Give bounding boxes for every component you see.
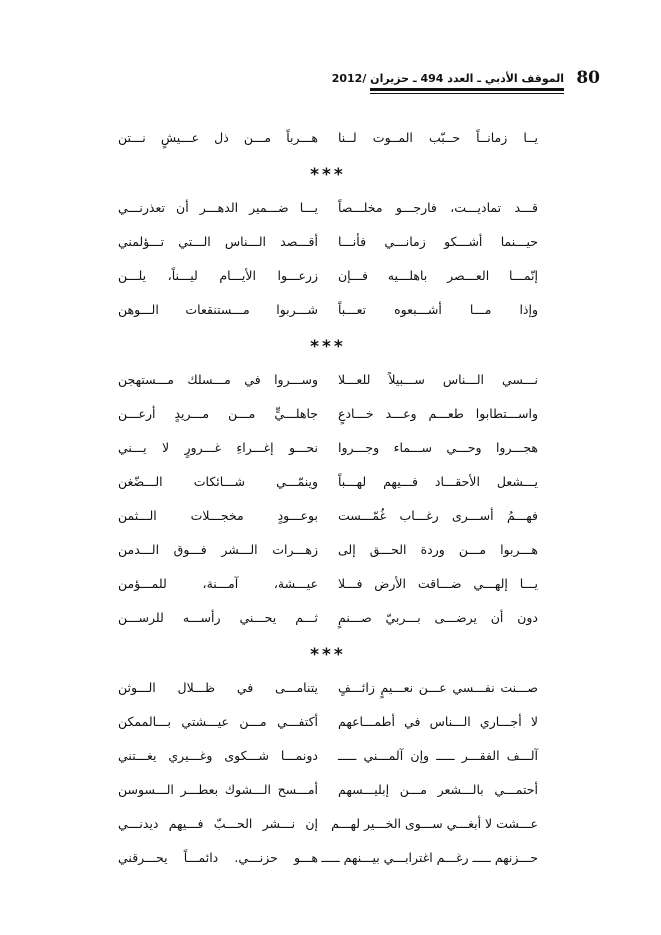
verse-line: [118, 196, 538, 230]
verse-first-hemistich: هجـــروا وحـــي ســـماء وجـــروا: [338, 440, 538, 455]
verse-line: [118, 298, 538, 332]
verse-line: [118, 368, 538, 402]
verse-line: [118, 402, 538, 436]
verse-line: [118, 846, 538, 880]
verse-second-hemistich: وســـروا في مـــسلك مـــستهجن: [118, 372, 318, 387]
verse-line: [118, 676, 538, 710]
verse-first-hemistich: واســـتطابوا طعـــم وعـــد خـــادعٍ: [338, 406, 538, 421]
verse-first-hemistich: حـــزنهم ـــــ رغـــم اغترابـــي بيـــنهم ـــــ: [321, 850, 538, 865]
verse-second-hemistich: وينمّـــي شـــائكات الـــضّغن: [118, 474, 318, 489]
verse-first-hemistich: آلـــف الفقـــر ـــــ وإن آلمـــني ـــــ: [338, 748, 538, 763]
verse-line: [118, 744, 538, 778]
verse-second-hemistich: إن نـــشر الحـــبّ فـــيهم ديدنـــي: [118, 816, 318, 831]
verse-first-hemistich: يـــا إلهـــي ضـــاقت الأرض فـــلا: [338, 576, 538, 591]
verse-first-hemistich: عـــشت لا أبغـــي ســـوى الخـــير لهـــم: [331, 816, 538, 831]
verse-first-hemistich: صـــنت نفـــسي عـــن نعـــيمٍ زائـــفٍ: [338, 680, 538, 695]
verse-first-hemistich: يــا زمانــاً حــبّب المــوت لــنا: [338, 130, 538, 145]
verse-line: [118, 264, 538, 298]
verse-line: [118, 812, 538, 846]
verse-first-hemistich: حيـــنما أشـــكو زمانـــي فأنـــا: [338, 234, 538, 249]
verse-line: [118, 778, 538, 812]
verse-second-hemistich: يتنامـــى في ظـــلال الـــوثن: [118, 680, 318, 695]
verse-line: [118, 436, 538, 470]
verse-second-hemistich: شـــربوا مـــستنقعات الـــوهن: [118, 302, 318, 317]
page-header: [331, 68, 600, 92]
stanza-separator: ***: [310, 645, 346, 665]
verse-first-hemistich: نـــسي الـــناس ســـبيلاً للعـــلا: [338, 372, 538, 387]
verse-line: [118, 126, 538, 160]
verse-second-hemistich: دونمـــا شـــكوى وغـــيري يغـــتني: [118, 748, 318, 763]
running-title: الموقف الأدبي ـ العدد 494 ـ حزيران /2012: [331, 72, 564, 85]
verse-second-hemistich: أكتفـــي مـــن عيـــشتي بـــالممكن: [118, 714, 318, 729]
verse-second-hemistich: بوعـــودٍ مخجـــلات الـــثمن: [118, 508, 318, 523]
verse-first-hemistich: وإذا مـــا أشـــبعوه تعـــباً: [338, 302, 538, 317]
verse-second-hemistich: أقـــصد الـــناس الـــتي تـــؤلمني: [118, 234, 318, 249]
poem: [118, 126, 538, 880]
stanza-separator: ***: [310, 165, 346, 185]
verse-second-hemistich: هـــو حزنـــي. دائمـــاً يحـــرقني: [118, 850, 318, 865]
verse-line: [118, 230, 538, 264]
page-number: 80: [576, 68, 600, 88]
verse-second-hemistich: يـــا ضـــمير الدهـــر أن تعذرنـــي: [118, 200, 318, 215]
verse-second-hemistich: ثـــم يحـــني رأســـه للرســـن: [118, 610, 318, 625]
verse-second-hemistich: هـــرباً مـــن ذل عـــيشٍ نـــتن: [118, 130, 318, 145]
verse-first-hemistich: إنّمـــا العـــصر باهلـــيه فـــإن: [338, 268, 538, 283]
verse-first-hemistich: لا أجـــاري الـــناس في أطمـــاعهم: [338, 714, 538, 729]
verse-first-hemistich: يـــشعل الأحقـــاد فـــيهم لهـــباً: [338, 474, 538, 489]
verse-second-hemistich: أمـــسح الـــشوك بعطـــر الـــسوسن: [118, 782, 318, 797]
verse-line: [118, 504, 538, 538]
verse-line: [118, 606, 538, 640]
verse-line: [118, 470, 538, 504]
header-rule: [370, 88, 564, 91]
verse-first-hemistich: فهـــمُ أســـرى رغـــاب غُمّـــست: [338, 508, 538, 523]
verse-first-hemistich: قـــد تماديـــت، فارجـــو مخلـــصاً: [338, 200, 538, 215]
verse-line: [118, 572, 538, 606]
verse-second-hemistich: عيـــشة، آمـــنة، للمـــؤمن: [118, 576, 318, 591]
stanza-separator: ***: [310, 337, 346, 357]
verse-line: [118, 710, 538, 744]
verse-second-hemistich: زرعـــوا الأيـــام ليـــناً، يلـــن: [118, 268, 318, 283]
verse-first-hemistich: دون أن يرضـــى بـــربيّ صـــنمٍ: [338, 610, 538, 625]
header-rule-thin: [370, 93, 564, 94]
verse-second-hemistich: نحـــو إغـــراءِ غـــرورٍ لا يـــني: [118, 440, 318, 455]
verse-line: [118, 538, 538, 572]
verse-second-hemistich: زهـــرات الـــشر فـــوق الـــدمن: [118, 542, 318, 557]
verse-first-hemistich: هـــربوا مـــن وردة الحـــق إلى: [338, 542, 538, 557]
verse-second-hemistich: جاهلـــيٍّ مـــن مـــريدٍ أرعـــن: [118, 406, 318, 421]
verse-first-hemistich: أحتمـــي بالـــشعر مـــن إبليـــسهم: [338, 782, 538, 797]
